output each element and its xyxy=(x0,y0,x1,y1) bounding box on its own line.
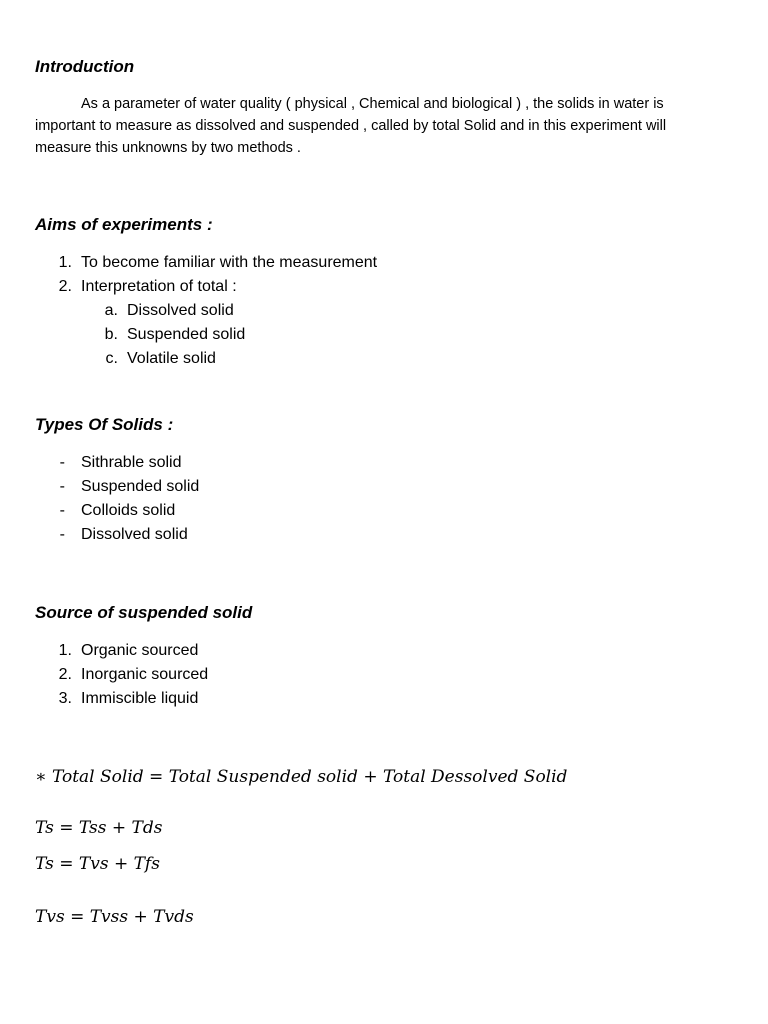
types-item-4-marker: - xyxy=(59,526,65,543)
aims-heading: Aims of experiments : xyxy=(35,215,213,234)
source-item-1-marker: 1. xyxy=(58,642,72,659)
equation-tvs-tvss-tvds: Tvs = Tvss + Tvds xyxy=(35,907,194,927)
equation-ts-tss-tds: Ts = Tss + Tds xyxy=(35,818,163,838)
source-item-3: Immiscible liquid xyxy=(81,690,199,707)
aims-item-1: To become familiar with the measurement xyxy=(81,254,378,271)
equation-total-solid: ∗ Total Solid = Total Suspended solid + Total Dessolved Solid xyxy=(35,767,568,787)
types-item-2: Suspended solid xyxy=(81,478,200,495)
aims-item-1-marker: 1. xyxy=(58,254,72,271)
source-heading: Source of suspended solid xyxy=(35,603,253,622)
source-item-2-marker: 2. xyxy=(58,666,72,683)
types-item-2-marker: - xyxy=(59,478,65,495)
types-item-1: Sithrable solid xyxy=(81,454,182,471)
intro-paragraph xyxy=(35,93,725,159)
aims-subitem-b: Suspended solid xyxy=(127,326,246,343)
source-item-2: Inorganic sourced xyxy=(81,666,209,683)
aims-subitem-a-marker: a. xyxy=(104,302,118,319)
equation-ts-tvs-tfs: Ts = Tvs + Tfs xyxy=(35,854,160,874)
types-item-4: Dissolved solid xyxy=(81,526,188,543)
intro-paragraph-text: As a parameter of water quality ( physical , Chemical and biological ) , the solids in water is important to measure as dissolved and suspended , called by total Solid and in this experiment will measure this unknowns by two methods . xyxy=(35,96,667,156)
types-item-1-marker: - xyxy=(59,454,65,471)
source-item-1: Organic sourced xyxy=(81,642,199,659)
aims-item-2: Interpretation of total : xyxy=(81,278,237,295)
aims-subitem-c: Volatile solid xyxy=(127,350,216,367)
aims-subitem-a: Dissolved solid xyxy=(127,302,234,319)
types-item-3: Colloids solid xyxy=(81,502,176,519)
intro-heading: Introduction xyxy=(35,57,135,76)
aims-item-2-marker: 2. xyxy=(58,278,72,295)
aims-subitem-c-marker: c. xyxy=(105,350,118,367)
aims-subitem-b-marker: b. xyxy=(104,326,118,343)
types-item-3-marker: - xyxy=(59,502,65,519)
source-item-3-marker: 3. xyxy=(58,690,72,707)
types-heading: Types Of Solids : xyxy=(35,415,174,434)
